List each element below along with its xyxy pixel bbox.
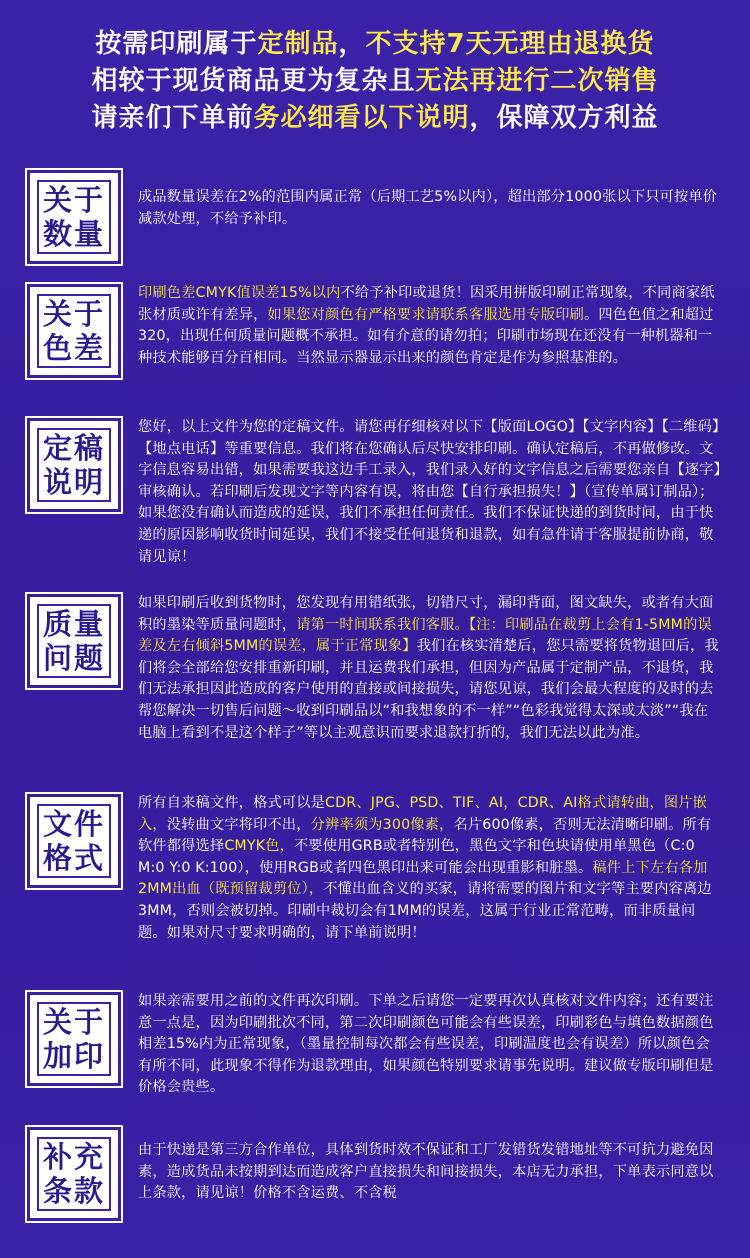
section-body [138, 187, 722, 230]
tag-label-bottom: 格式 [42, 841, 105, 875]
body-text-run: 由于快递是第三方合作单位，具体到货时效不保证和工厂发错货发错地址等不可抗力避免因素，造成货品未按期到达而造成客户直接损失和间接损失，本店无力承担，下单表示同意以上条款，请见谅！价格不含运费、不含税 [138, 1142, 714, 1202]
body-text-run: 如果亲需要用之前的文件再次印刷。下单之后请您一定要再次认真核对文件内容；还有要注意一点是，因为印刷批次不同，第二次印刷颜色可能会有些误差，印刷彩色与填色数据颜色相差15%内为正常现象，（墨量控制每次都会有些误差，印刷温度也会有误差）所以颜色会有所不同，此现象不得作为退款理由，如果颜色特别要求请事先说明。建议做专版印刷但是价格会贵些。 [138, 993, 714, 1096]
tag-label-bottom: 条款 [42, 1174, 105, 1208]
tag-label-top: 关于 [42, 1005, 105, 1039]
header-text: 请亲们下单前 [91, 103, 254, 133]
body-text-run: 如果印刷后收到货物时，您发现有用错纸张，切错尺寸，漏印背面，图文缺失，或者有大面积的墨染等质量问题时， [138, 595, 714, 633]
tag-label-top: 质量 [42, 607, 105, 641]
highlighted-text: 稿件上下左右各加2MM出血（既预留裁剪位）， [138, 859, 708, 898]
header-highlight: 务必细看以下说明 [253, 103, 470, 133]
section-body [138, 593, 722, 744]
highlighted-text: 如果您对颜色有严格要求请联系客服选用专版印刷 [267, 306, 585, 323]
header-notice [0, 26, 750, 137]
section-body [138, 417, 722, 568]
header-highlight: 无法再进行二次销售 [415, 66, 659, 96]
section-body [138, 991, 722, 1099]
highlighted-text: CMYK色， [224, 838, 295, 855]
header-text: ，保障双方利益 [469, 103, 659, 133]
header-text: 按需印刷属于 [95, 29, 258, 59]
body-text-run: 不懂出血含义的买家，请将需要的图片和文字等主要内容离边3MM，否则会被切掉。印刷中裁切会有1MM的误差，这属于行业正常范畴，而非质量问题。如果对尺寸要求明确的，请下单前说明！ [138, 881, 712, 941]
section-tag [30, 421, 118, 509]
body-text-run: 。四色色值之和超过320，出现任何质量问题概不承担。如有介意的请勿拍；印刷市场现在还没有一种机器和一种技术能够百分百相同。当然显示器显示出来的颜色肯定是作为参照基准的。 [138, 306, 714, 366]
section-tag [30, 797, 118, 885]
highlighted-text: 请第一时间联系我们客服。【注：印刷品在裁剪上会有1-5MM的误差及左右倾斜5MM的误差，属于正常现象】 [138, 616, 712, 655]
body-text-run: 名片600像素，否则无法清晰印刷。所有软件都得选择 [138, 816, 712, 855]
tag-label-bottom: 加印 [42, 1039, 105, 1073]
section-tag [30, 173, 118, 261]
highlighted-text: CDR、JPG、PSD、TIF、AI，CDR、AI格式请转曲，图片嵌入， [138, 795, 708, 833]
header-line-1 [0, 26, 750, 63]
section-tag [30, 597, 118, 685]
section-body [138, 793, 722, 944]
section-tag [30, 287, 118, 375]
body-text-run: 不要使用GRB或者特别色，黑色文字和色块请使用单黑色（C:0 M:0 Y:0 K:100），使用RGB或者四色黑印出来可能会出现重影和脏墨。 [138, 838, 695, 876]
header-text: 相较于现货商品更为复杂且 [91, 66, 416, 96]
header-text: ， [338, 29, 366, 59]
tag-label-top: 关于 [42, 297, 105, 331]
header-highlight: 不支持7天无理由退换货 [365, 29, 655, 59]
body-text-run: 我们在核实清楚后，您只需要将货物退回后，我们将会全部给您安排重新印刷，并且运费我们承担，但因为产品属于定制产品，不退货，我们无法承担因此造成的客户使用的直接或间接损失，请您见谅，我们会最大程度的及时的去帮您解决一切售后问题～收到印刷品以“和我想象的不一样”“色彩我觉得太深或太淡”“我在电脑上看到不是这个样子”等以主观意识而要求退款打折的，我们无法以此为准。 [138, 638, 719, 741]
body-text-run: 不给予补印或退货！因采用拼版印刷正常现象，不同商家纸张材质或许有差异， [138, 285, 715, 323]
tag-label-bottom: 色差 [42, 331, 105, 365]
section-body [138, 1140, 722, 1205]
header-line-2 [0, 63, 750, 100]
highlighted-text: 印刷色差CMYK值误差15%以内 [138, 285, 341, 301]
tag-label-bottom: 问题 [42, 641, 105, 675]
section-tag [30, 1130, 118, 1218]
highlighted-text: 分辨率须为300像素， [310, 816, 454, 833]
body-text-run: 成品数量误差在2%的范围内属正常（后期工艺5%以内），超出部分1000张以下只可按单价减款处理，不给予补印。 [138, 189, 718, 227]
tag-label-bottom: 数量 [42, 217, 105, 251]
section-body [138, 283, 722, 369]
section-tag [30, 995, 118, 1083]
tag-label-top: 补充 [42, 1140, 105, 1174]
tag-label-top: 文件 [42, 807, 105, 841]
tag-label-top: 关于 [42, 183, 105, 217]
header-line-3 [0, 100, 750, 137]
tag-label-bottom: 说明 [42, 465, 105, 499]
tag-label-top: 定稿 [42, 431, 105, 465]
body-text-run: 没转曲文字将印不出， [166, 816, 311, 833]
header-highlight: 定制品 [257, 29, 339, 59]
body-text-run: 所有自来稿文件，格式可以是 [138, 795, 326, 811]
body-text-run: 您好，以上文件为您的定稿文件。请您再仔细核对以下【版面LOGO】【文字内容】【二维码】【地点电话】等重要信息。我们将在您确认后尽快安排印刷。确认定稿后，不再做修改。文字信息容易出错，如果需要我这边手工录入，我们录入好的文字信息之后需要您亲自【逐字】审核确认。若印刷后发现文字等内容有误，将由您【自行承担损失！】（宣传单属订制品）；如果您没有确认而造成的延误，我们不承担任何责任。我们不保证快递的到货时间，由于快递的原因影响收货时间延误，我们不接受任何退货和退款，如有急件请于客服提前协商，敬请见谅！ [138, 419, 721, 565]
